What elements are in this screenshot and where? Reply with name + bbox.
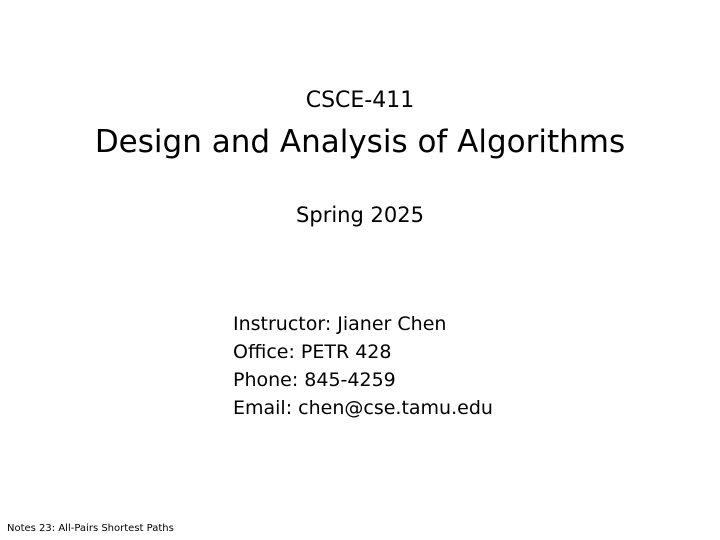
instructor-info: [233, 310, 493, 422]
course-term: Spring 2025: [296, 203, 424, 227]
instructor-phone: Phone: 845-4259: [233, 369, 396, 391]
course-title: Design and Analysis of Algorithms: [94, 124, 626, 160]
slide-footer: Notes 23: All-Pairs Shortest Paths: [7, 523, 174, 534]
instructor-email: Email: chen@cse.tamu.edu: [233, 397, 493, 419]
instructor-office: Office: PETR 428: [233, 341, 392, 363]
course-code: CSCE-411: [305, 88, 415, 113]
instructor-name: Instructor: Jianer Chen: [233, 313, 447, 335]
